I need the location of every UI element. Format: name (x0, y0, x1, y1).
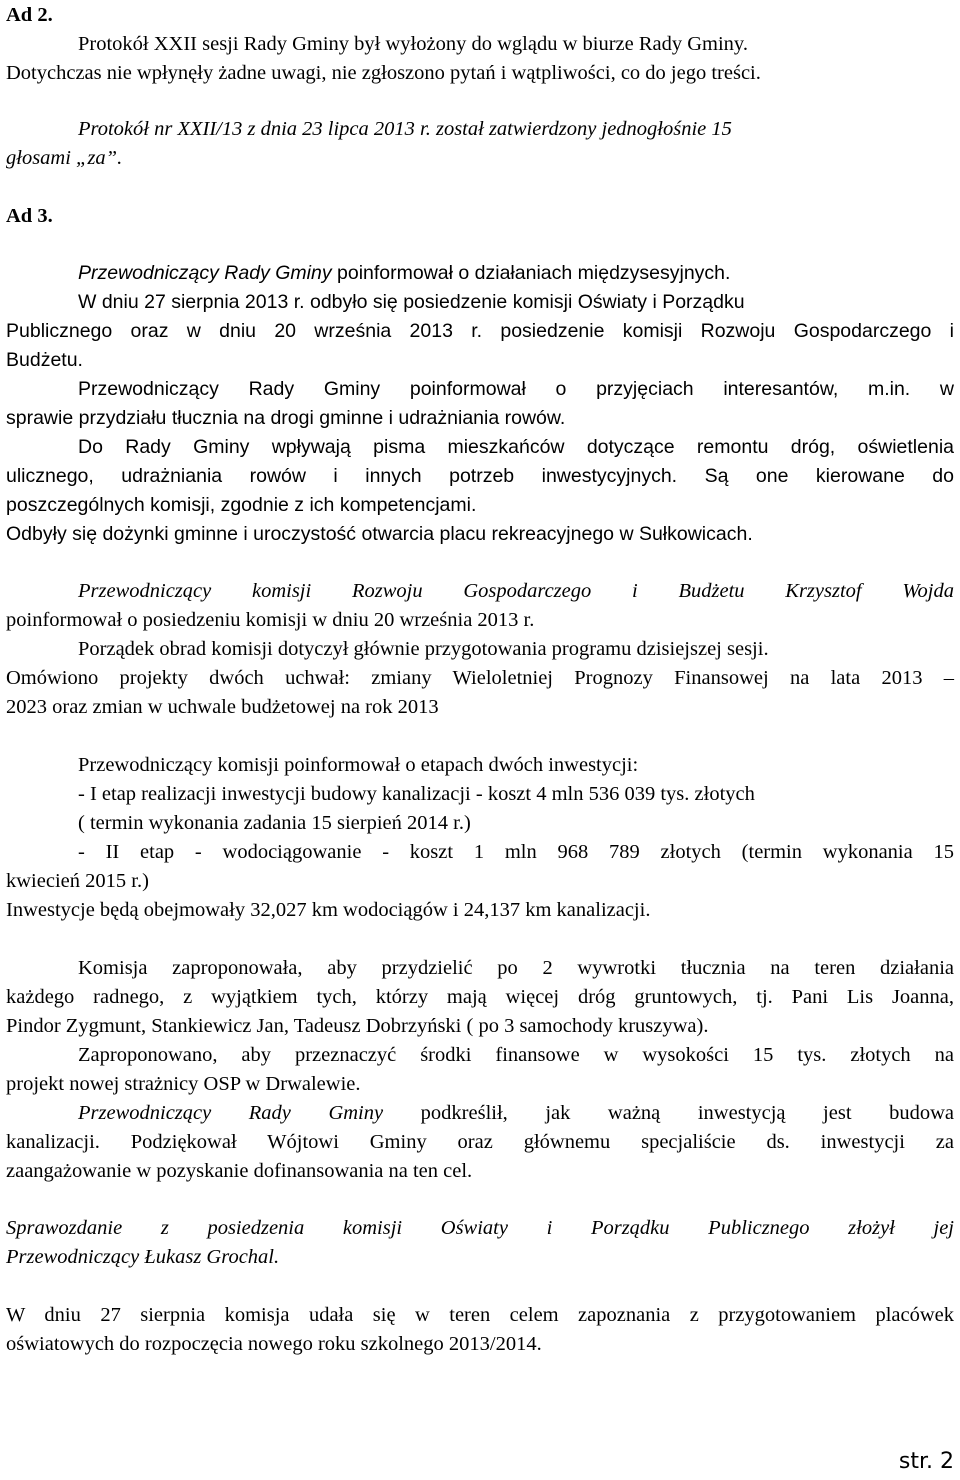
komisja-line-4: Zaproponowano, aby przeznaczyć środki finansowe w wysokości 15 tys. złotych na (78, 1044, 954, 1066)
inwestycje-line-4: - II etap - wodociągowanie - koszt 1 mln 968 789 złotych (termin wykonania 15 (78, 841, 954, 863)
komisja-line-6-rest: podkreślił, jak ważną inwestycją jest budowa (383, 1102, 954, 1124)
komisja-line-8: zaangażowanie w pozyskanie dofinansowania na ten cel. (6, 1160, 473, 1182)
ad3-line-9: poszczególnych komisji, zgodnie z ich kompetencjami. (6, 494, 477, 516)
ad3-line-6: sprawie przydziału tłucznia na drogi gminne i udrażniania rowów. (6, 407, 566, 429)
inwestycje-line-1: Przewodniczący komisji poinformował o etapach dwóch inwestycji: (78, 754, 639, 776)
oswiata-line-1: Sprawozdanie z posiedzenia komisji Oświaty i Porządku Publicznego złożył jej (6, 1217, 954, 1239)
ad3-chairman-italic: Przewodniczący Rady Gminy (78, 262, 332, 284)
komisja-line-6 (78, 1100, 954, 1126)
ad3-line-4: Budżetu. (6, 349, 83, 371)
ad3-line-1 (78, 260, 954, 286)
inwestycje-line-6: Inwestycje będą obejmowały 32,027 km wodociągów i 24,137 km kanalizacji. (6, 899, 651, 921)
oswiata-line-4: oświatowych do rozpoczęcia nowego roku szkolnego 2013/2014. (6, 1333, 542, 1355)
komisja-line-7: kanalizacji. Podziękował Wójtowi Gminy oraz głównemu specjaliście ds. inwestycji za (6, 1131, 954, 1153)
ad3-line-3: Publicznego oraz w dniu 20 września 2013 r. posiedzenie komisji Rozwoju Gospodarczego i (6, 320, 954, 342)
rozwoj-line-3: Porządek obrad komisji dotyczył głównie przygotowania programu dzisiejszej sesji. (78, 638, 769, 660)
rozwoj-line-2: poinformował o posiedzeniu komisji w dniu 20 września 2013 r. (6, 609, 535, 631)
ad3-line-5: Przewodniczący Rady Gminy poinformował o przyjęciach interesantów, m.in. w (78, 378, 954, 400)
ad3-line-1-rest: poinformował o działaniach międzysesyjnych. (331, 262, 731, 284)
heading-ad2: Ad 2. (6, 4, 53, 26)
komisja-line-3: Pindor Zygmunt, Stankiewicz Jan, Tadeusz Dobrzyński ( po 3 samochody kruszywa). (6, 1015, 709, 1037)
ad2-line-3: Protokół nr XXII/13 z dnia 23 lipca 2013 r. został zatwierdzony jednogłośnie 15 (78, 118, 732, 140)
heading-ad3: Ad 3. (6, 205, 53, 227)
inwestycje-line-2: - I etap realizacji inwestycji budowy kanalizacji - koszt 4 mln 536 039 tys. złotych (78, 783, 755, 805)
oswiata-line-3: W dniu 27 sierpnia komisja udała się w teren celem zapoznania z przygotowaniem placówek (6, 1304, 954, 1326)
ad3-line-7: Do Rady Gminy wpływają pisma mieszkańców dotyczące remontu dróg, oświetlenia (78, 436, 954, 458)
komisja-line-5: projekt nowej strażnicy OSP w Drwalewie. (6, 1073, 361, 1095)
ad2-line-1: Protokół XXII sesji Rady Gminy był wyłożony do wglądu w biurze Rady Gminy. (78, 33, 748, 55)
ad3-line-8: ulicznego, udrażniania rowów i innych potrzeb inwestycyjnych. Są one kierowane do (6, 465, 954, 487)
ad2-line-4 (6, 145, 954, 171)
page-number: str. 2 (898, 1449, 954, 1474)
komisja-line-2: każdego radnego, z wyjątkiem tych, którzy mają więcej dróg gruntowych, tj. Pani Lis Joanna, (6, 986, 954, 1008)
ad3-line-2: W dniu 27 sierpnia 2013 r. odbyło się posiedzenie komisji Oświaty i Porządku (78, 291, 745, 313)
oswiata-line-2: Przewodniczący Łukasz Grochal. (6, 1246, 280, 1268)
rozwoj-line-4: Omówiono projekty dwóch uchwał: zmiany Wieloletniej Prognozy Finansowej na lata 2013 – (6, 667, 954, 689)
inwestycje-line-3: ( termin wykonania zadania 15 sierpień 2014 r.) (78, 812, 471, 834)
ad2-line-4-text: głosami „za”. (6, 147, 123, 169)
inwestycje-line-5: kwiecień 2015 r.) (6, 870, 149, 892)
ad2-line-2: Dotychczas nie wpłynęły żadne uwagi, nie zgłoszono pytań i wątpliwości, co do jego treści. (6, 62, 761, 84)
rozwoj-line-5: 2023 oraz zmian w uchwale budżetowej na rok 2013 (6, 696, 439, 718)
ad3-line-10: Odbyły się dożynki gminne i uroczystość otwarcia placu rekreacyjnego w Sułkowicach. (6, 523, 753, 545)
komisja-chairman-italic: Przewodniczący Rady Gminy (78, 1102, 384, 1124)
komisja-line-1: Komisja zaproponowała, aby przydzielić po 2 wywrotki tłucznia na teren działania (78, 957, 954, 979)
rozwoj-line-1: Przewodniczący komisji Rozwoju Gospodarczego i Budżetu Krzysztof Wojda (78, 580, 954, 602)
